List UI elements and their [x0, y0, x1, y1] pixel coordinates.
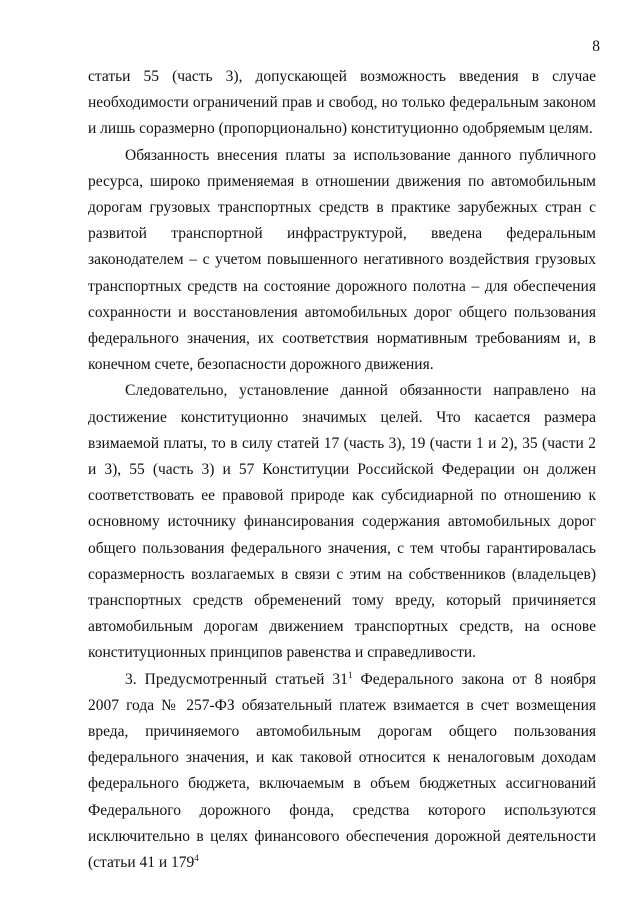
paragraph-mandatory-payment [88, 667, 596, 877]
paragraph-text-part: 3. Предусмотренный статьей 31 [125, 670, 348, 688]
superscript: 4 [194, 852, 199, 863]
page-number: 8 [592, 38, 600, 55]
paragraph-continuation: статьи 55 (часть 3), допускающей возможность введения в случае необходимости ограничений прав и свобод, но только федеральным законом и лишь соразмерно (пропорционально) конституционно одобряемым целям. [88, 68, 596, 138]
paragraph-fee-obligation: Обязанность внесения платы за использование данного публичного ресурса, широко применяемая в отношении движения по автомобильным дорогам грузовых транспортных средств в практике зарубежных стран с развитой транспортной инфраструктурой, введена федеральным законодателем – с учетом повышенного негативного воздействия грузовых транспортных средств на состояние дорожного полотна – для обеспечения сохранности и восстановления автомобильных дорог общего пользования федерального значения, их соответствия нормативным требованиям и, в конечном счете, безопасности дорожного движения. [88, 146, 596, 374]
document-body [88, 64, 596, 876]
paragraph-text-part: Федерального закона от 8 ноября 2007 года № 257-ФЗ обязательный платеж взимается в счет возмещения вреда, причиняемого автомобильным дорогам общего пользования федерального значения, и как таковой относится к неналоговым доходам федерального бюджета, включаемым в объем бюджетных ассигнований Федерального дорожного фонда, средства которого используются исключительно в целях финансового обеспечения дорожной деятельности (статьи 41 и 179 [88, 670, 596, 872]
paragraph-constitutional-goals: Следовательно, установление данной обязанности направлено на достижение конституционно значимых целей. Что касается размера взимаемой платы, то в силу статей 17 (часть 3), 19 (части 1 и 2), 35 (части 2 и 3), 55 (часть 3) и 57 Конституции Российской Федерации он должен соответствовать ее правовой природе как субсидиарной по отношению к основному источнику финансирования содержания автомобильных дорог общего пользования федерального значения, с тем чтобы гарантировалась соразмерность возлагаемых в связи с этим на собственников (владельцев) транспортных средств обременений тому вреду, который причиняется автомобильным дорогам движением транспортных средств, на основе конституционных принципов равенства и справедливости. [88, 382, 596, 662]
superscript: 1 [347, 669, 353, 680]
